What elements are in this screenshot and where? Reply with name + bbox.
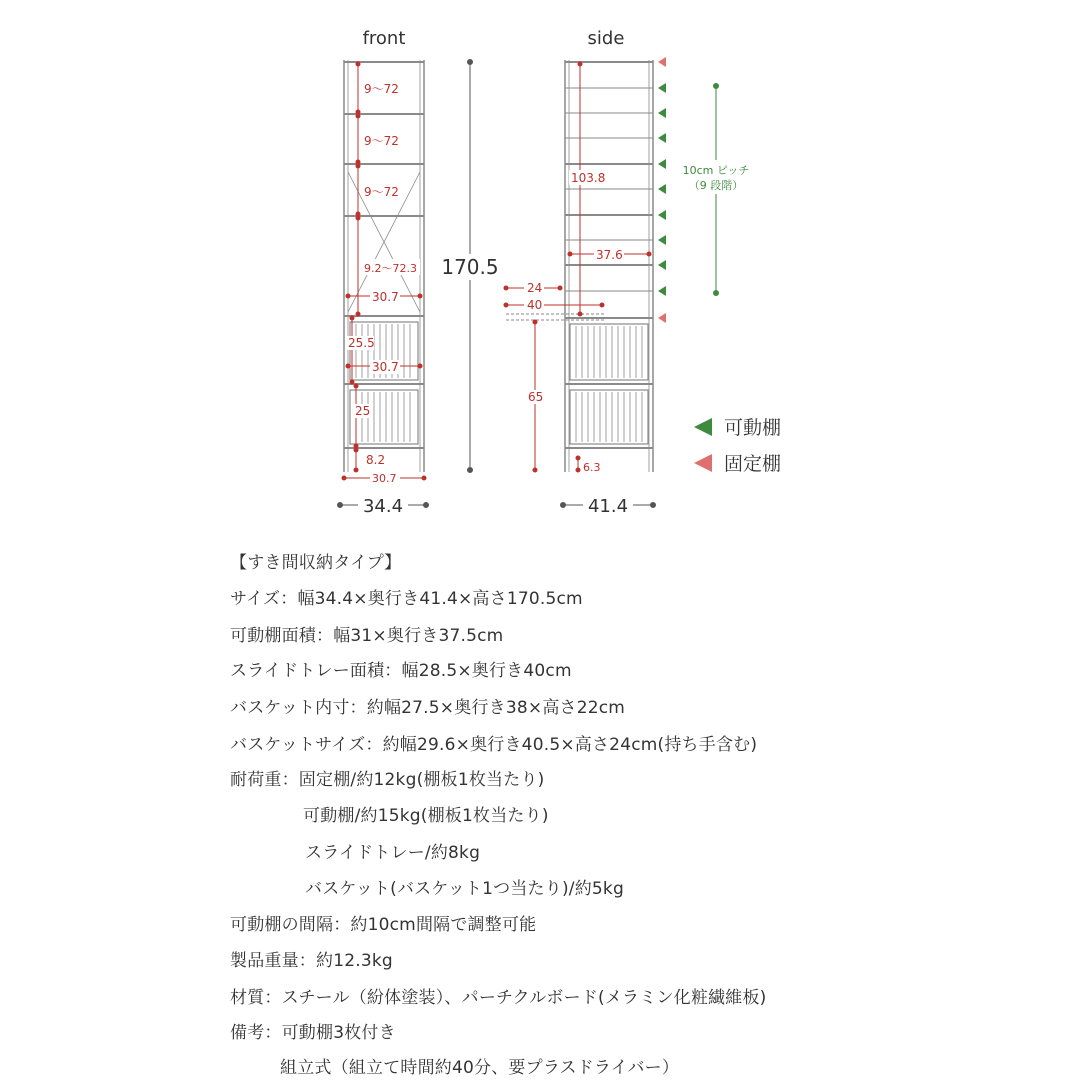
front-dim-9: 8.2	[366, 453, 386, 467]
side-dimension-lines	[504, 62, 651, 472]
front-dim-5: 30.7	[372, 290, 399, 304]
spec-weight: 製品重量：約12.3kg	[230, 951, 393, 971]
spec-load-fixed: 耐荷重：固定棚/約12kg(棚板1枚当たり)	[230, 770, 545, 790]
side-dim-103: 103.8	[571, 171, 606, 185]
spec-load-tray: スライドトレー/約8kg	[305, 843, 481, 863]
front-dim-3: 9～72	[364, 185, 399, 199]
movable-shelf-legend-icon	[694, 418, 712, 436]
front-dim-4: 9.2～72.3	[364, 262, 417, 275]
legend-movable-label: 可動棚	[724, 417, 782, 439]
spec-assembly: 組立式（組立て時間約40分、要プラスドライバー）	[280, 1058, 680, 1078]
front-dim-10: 30.7	[372, 472, 397, 485]
side-dim-24: 24	[527, 281, 543, 295]
side-title: side	[587, 28, 625, 49]
spec-basket-inner: バスケット内寸：約幅27.5×奥行き38×高さ22cm	[230, 698, 626, 718]
side-view	[565, 60, 653, 472]
legend-fixed-label: 固定棚	[724, 453, 782, 475]
dimension-diagram	[0, 0, 1080, 530]
spec-load-basket: バスケット(バスケット1つ当たり)/約5kg	[305, 879, 624, 899]
front-dimension-labels	[346, 80, 420, 485]
fixed-shelf-legend-icon	[694, 454, 712, 472]
spec-tray-area: スライドトレー面積：幅28.5×奥行き40cm	[230, 661, 572, 681]
front-width-label: 34.4	[362, 496, 404, 517]
spec-shelf-interval: 可動棚の間隔：約10cm間隔で調整可能	[230, 915, 537, 935]
front-dim-6: 25.5	[348, 336, 375, 350]
side-dim-65: 65	[528, 390, 544, 404]
side-dim-40: 40	[527, 298, 543, 312]
pitch-label-1: 10cm ピッチ	[682, 164, 750, 177]
front-dim-8: 25	[355, 404, 371, 418]
height-label: 170.5	[441, 255, 499, 279]
front-dim-1: 9～72	[364, 82, 399, 96]
front-dim-2: 9～72	[364, 134, 399, 148]
spec-material: 材質：スチール（紛体塗装）、パーチクルボード(メラミン化粧繊維板)	[230, 988, 767, 1008]
movable-shelf-markers	[658, 83, 666, 296]
spec-load-movable: 可動棚/約15kg(棚板1枚当たり)	[303, 806, 549, 826]
legend	[694, 417, 781, 475]
front-title: front	[362, 28, 406, 49]
side-dim-shelf: 37.6	[596, 248, 623, 262]
spec-heading: 【すき間収納タイプ】	[230, 553, 402, 573]
spec-note: 備考：可動棚3枚付き	[230, 1023, 396, 1043]
spec-shelf-area: 可動棚面積：幅31×奥行き37.5cm	[230, 626, 504, 646]
side-dim-foot: 6.3	[583, 461, 601, 474]
spec-size: サイズ：幅34.4×奥行き41.4×高さ170.5cm	[230, 589, 583, 609]
front-dim-7: 30.7	[372, 360, 399, 374]
pitch-label-2: （9 段階）	[688, 179, 744, 192]
side-width-label: 41.4	[587, 496, 629, 517]
spec-basket-size: バスケットサイズ：約幅29.6×奥行き40.5×高さ24cm(持ち手含む)	[230, 735, 758, 755]
